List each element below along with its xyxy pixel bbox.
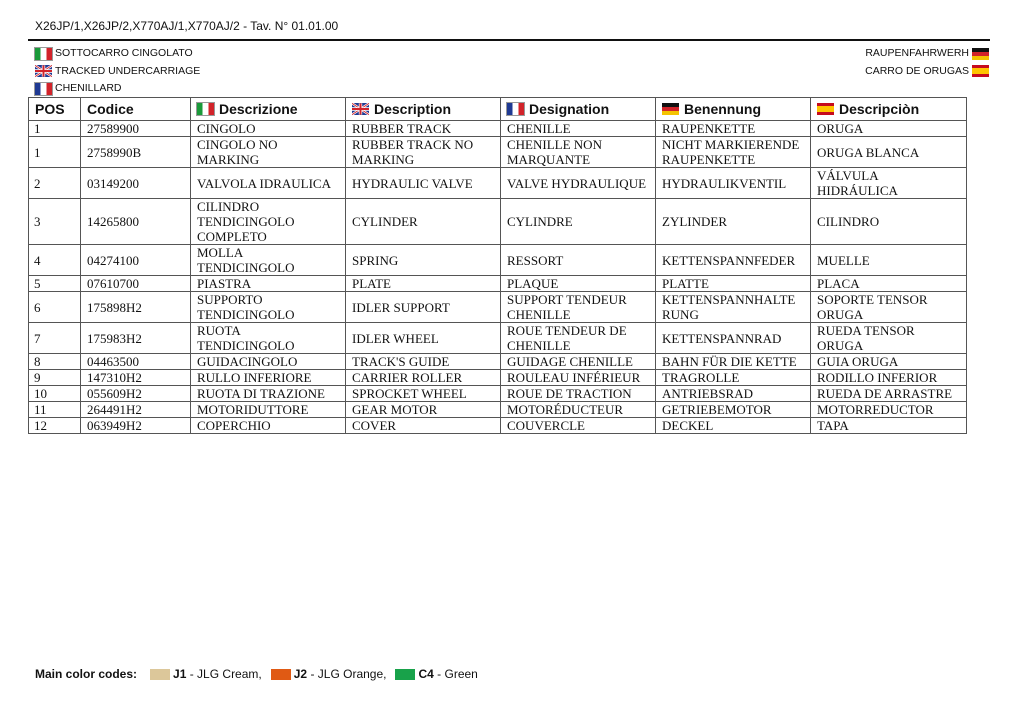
- language-title-row: [865, 63, 989, 81]
- italian-description-cell: MOLLA TENDICINGOLO: [191, 245, 346, 276]
- uk-flag-icon: [352, 103, 369, 115]
- spanish-description-cell: RUEDA DE ARRASTRE: [811, 386, 967, 402]
- color-code: C4: [418, 667, 434, 681]
- table-row: [29, 292, 967, 323]
- column-header-label: Codice: [87, 101, 134, 117]
- french-flag-icon: [507, 103, 524, 115]
- french-description-cell: GUIDAGE CHENILLE: [501, 354, 656, 370]
- column-header-label: Descripciòn: [839, 101, 920, 117]
- spanish-description-cell: RODILLO INFERIOR: [811, 370, 967, 386]
- pos-cell: 4: [29, 245, 81, 276]
- table-row: [29, 323, 967, 354]
- german-description-cell: DECKEL: [656, 418, 811, 434]
- italian-description-cell: SUPPORTO TENDICINGOLO: [191, 292, 346, 323]
- pos-cell: 6: [29, 292, 81, 323]
- color-code: J2: [293, 667, 308, 681]
- german-description-cell: GETRIEBEMOTOR: [656, 402, 811, 418]
- pos-cell: 1: [29, 121, 81, 137]
- italian-description-cell: RUOTA TENDICINGOLO: [191, 323, 346, 354]
- spanish-flag-icon: [972, 65, 989, 77]
- column-header-label: Description: [374, 101, 452, 117]
- spanish-description-cell: VÁLVULA HIDRÁULICA: [811, 168, 967, 199]
- header-rule: [28, 39, 990, 41]
- code-cell: 264491H2: [81, 402, 191, 418]
- parts-table: [28, 97, 967, 434]
- english-description-cell: HYDRAULIC VALVE: [346, 168, 501, 199]
- code-cell: 2758990B: [81, 137, 191, 168]
- german-description-cell: TRAGROLLE: [656, 370, 811, 386]
- italian-description-cell: GUIDACINGOLO: [191, 354, 346, 370]
- column-header: [191, 98, 346, 121]
- column-header-label: Designation: [529, 101, 610, 117]
- code-cell: 04274100: [81, 245, 191, 276]
- language-title-label: RAUPENFAHRWERH: [865, 47, 969, 59]
- code-cell: 14265800: [81, 199, 191, 245]
- pos-cell: 8: [29, 354, 81, 370]
- english-description-cell: COVER: [346, 418, 501, 434]
- color-swatch: [271, 669, 291, 680]
- code-cell: 147310H2: [81, 370, 191, 386]
- column-header: [29, 98, 81, 121]
- code-cell: 175898H2: [81, 292, 191, 323]
- pos-cell: 7: [29, 323, 81, 354]
- table-header-row: [29, 98, 967, 121]
- language-title-row: [35, 63, 200, 81]
- pos-cell: 3: [29, 199, 81, 245]
- color-codes-label: Main color codes:: [35, 667, 138, 681]
- french-description-cell: VALVE HYDRAULIQUE: [501, 168, 656, 199]
- french-description-cell: MOTORÉDUCTEUR: [501, 402, 656, 418]
- pos-cell: 11: [29, 402, 81, 418]
- spanish-flag-icon: [817, 103, 834, 115]
- italian-description-cell: CINGOLO: [191, 121, 346, 137]
- language-title-label: CARRO DE ORUGAS: [865, 64, 969, 77]
- german-description-cell: NICHT MARKIERENDE RAUPENKETTE: [656, 137, 811, 168]
- color-code-description: - Green: [433, 667, 478, 681]
- table-row: [29, 199, 967, 245]
- table-row: [29, 168, 967, 199]
- french-description-cell: CHENILLE: [501, 121, 656, 137]
- color-code-description: - JLG Cream,: [186, 667, 262, 681]
- pos-cell: 1: [29, 137, 81, 168]
- italian-description-cell: COPERCHIO: [191, 418, 346, 434]
- english-description-cell: RUBBER TRACK: [346, 121, 501, 137]
- code-cell: 07610700: [81, 276, 191, 292]
- italian-description-cell: RULLO INFERIORE: [191, 370, 346, 386]
- german-description-cell: ZYLINDER: [656, 199, 811, 245]
- french-description-cell: CHENILLE NON MARQUANTE: [501, 137, 656, 168]
- english-description-cell: CARRIER ROLLER: [346, 370, 501, 386]
- german-description-cell: BAHN FÜR DIE KETTE: [656, 354, 811, 370]
- pos-cell: 2: [29, 168, 81, 199]
- german-flag-icon: [972, 48, 989, 60]
- table-row: [29, 137, 967, 168]
- spanish-description-cell: SOPORTE TENSOR ORUGA: [811, 292, 967, 323]
- code-cell: 27589900: [81, 121, 191, 137]
- code-cell: 04463500: [81, 354, 191, 370]
- language-title-row: [35, 80, 200, 98]
- code-cell: 175983H2: [81, 323, 191, 354]
- english-description-cell: RUBBER TRACK NO MARKING: [346, 137, 501, 168]
- italian-description-cell: MOTORIDUTTORE: [191, 402, 346, 418]
- pos-cell: 9: [29, 370, 81, 386]
- italian-description-cell: RUOTA DI TRAZIONE: [191, 386, 346, 402]
- english-description-cell: CYLINDER: [346, 199, 501, 245]
- german-description-cell: KETTENSPANNRAD: [656, 323, 811, 354]
- spanish-description-cell: RUEDA TENSOR ORUGA: [811, 323, 967, 354]
- code-cell: 03149200: [81, 168, 191, 199]
- english-description-cell: SPROCKET WHEEL: [346, 386, 501, 402]
- spanish-description-cell: CILINDRO: [811, 199, 967, 245]
- german-description-cell: ANTRIEBSRAD: [656, 386, 811, 402]
- table-row: [29, 370, 967, 386]
- english-description-cell: SPRING: [346, 245, 501, 276]
- french-flag-icon: [35, 83, 52, 95]
- spanish-description-cell: MOTORREDUCTOR: [811, 402, 967, 418]
- italian-description-cell: VALVOLA IDRAULICA: [191, 168, 346, 199]
- english-description-cell: GEAR MOTOR: [346, 402, 501, 418]
- spanish-description-cell: GUIA ORUGA: [811, 354, 967, 370]
- italian-description-cell: CINGOLO NO MARKING: [191, 137, 346, 168]
- spanish-description-cell: PLACA: [811, 276, 967, 292]
- german-description-cell: RAUPENKETTE: [656, 121, 811, 137]
- table-row: [29, 276, 967, 292]
- column-header: [81, 98, 191, 121]
- english-description-cell: IDLER SUPPORT: [346, 292, 501, 323]
- table-row: [29, 418, 967, 434]
- color-code: J1: [173, 667, 187, 681]
- color-swatch: [150, 669, 170, 680]
- french-description-cell: PLAQUE: [501, 276, 656, 292]
- column-header-label: Benennung: [684, 101, 761, 117]
- french-description-cell: RESSORT: [501, 245, 656, 276]
- english-description-cell: PLATE: [346, 276, 501, 292]
- column-header: [501, 98, 656, 121]
- table-row: [29, 402, 967, 418]
- spanish-description-cell: ORUGA: [811, 121, 967, 137]
- german-description-cell: KETTENSPANNFEDER: [656, 245, 811, 276]
- left-language-titles: [35, 45, 200, 98]
- code-cell: 063949H2: [81, 418, 191, 434]
- right-language-titles: [865, 45, 989, 80]
- french-description-cell: ROUE DE TRACTION: [501, 386, 656, 402]
- italian-description-cell: CILINDRO TENDICINGOLO COMPLETO: [191, 199, 346, 245]
- pos-cell: 10: [29, 386, 81, 402]
- column-header: [346, 98, 501, 121]
- column-header-label: POS: [35, 101, 65, 117]
- spanish-description-cell: ORUGA BLANCA: [811, 137, 967, 168]
- french-description-cell: COUVERCLE: [501, 418, 656, 434]
- pos-cell: 12: [29, 418, 81, 434]
- german-description-cell: KETTENSPANNHALTE RUNG: [656, 292, 811, 323]
- italian-flag-icon: [35, 48, 52, 60]
- language-title-label: SOTTOCARRO CINGOLATO: [55, 47, 193, 59]
- german-description-cell: HYDRAULIKVENTIL: [656, 168, 811, 199]
- color-codes-legend: [35, 667, 478, 681]
- language-title-row: [865, 45, 989, 63]
- table-row: [29, 386, 967, 402]
- french-description-cell: ROUE TENDEUR DE CHENILLE: [501, 323, 656, 354]
- spanish-description-cell: TAPA: [811, 418, 967, 434]
- language-title-row: [35, 45, 200, 63]
- french-description-cell: SUPPORT TENDEUR CHENILLE: [501, 292, 656, 323]
- language-title-label: TRACKED UNDERCARRIAGE: [55, 64, 201, 77]
- document-title: X26JP/1,X26JP/2,X770AJ/1,X770AJ/2 - Tav. N° 01.01.00: [35, 19, 339, 33]
- table-row: [29, 245, 967, 276]
- table-body: [29, 121, 967, 434]
- language-title-label: CHENILLARD: [55, 82, 122, 94]
- pos-cell: 5: [29, 276, 81, 292]
- column-header: [811, 98, 967, 121]
- uk-flag-icon: [35, 65, 52, 77]
- italian-flag-icon: [197, 103, 214, 115]
- color-code-description: - JLG Orange,: [307, 667, 387, 681]
- spanish-description-cell: MUELLE: [811, 245, 967, 276]
- table-row: [29, 121, 967, 137]
- english-description-cell: TRACK'S GUIDE: [346, 354, 501, 370]
- german-flag-icon: [662, 103, 679, 115]
- english-description-cell: IDLER WHEEL: [346, 323, 501, 354]
- code-cell: 055609H2: [81, 386, 191, 402]
- italian-description-cell: PIASTRA: [191, 276, 346, 292]
- french-description-cell: CYLINDRE: [501, 199, 656, 245]
- column-header: [656, 98, 811, 121]
- german-description-cell: PLATTE: [656, 276, 811, 292]
- french-description-cell: ROULEAU INFÉRIEUR: [501, 370, 656, 386]
- column-header-label: Descrizione: [219, 101, 298, 117]
- table-row: [29, 354, 967, 370]
- color-swatch: [395, 669, 415, 680]
